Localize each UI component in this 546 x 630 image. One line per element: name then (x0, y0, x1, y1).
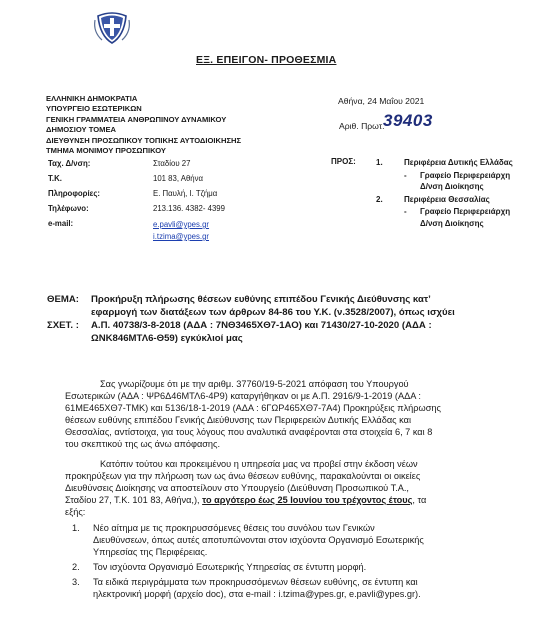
recipient-title: Περιφέρεια Δυτικής Ελλάδας (404, 158, 513, 167)
subject-line: εφαρμογή των διατάξεων των άρθρων 84-86 του Υ.Κ. (ν.3528/2007), όπως ισχύει (91, 307, 455, 318)
protocol-number-handwritten: 39403 (383, 111, 433, 130)
list-number: 3. (72, 577, 80, 587)
paragraph-line: Θεσσαλίας, αντίστοιχα, για τους λόγους που αναλυτικά αναφέρονται στα στοιχεία 6, 7 και 8 (65, 427, 433, 437)
info-label: Πληροφορίες: (48, 189, 100, 198)
email-label: e-mail: (48, 219, 74, 228)
organization-block (46, 94, 241, 156)
subject-line: Προκήρυξη πλήρωσης θέσεων ευθύνης επιπέδου Γενικής Διεύθυνσης κατ’ (91, 294, 431, 305)
paragraph-text: Σταδίου 27, Τ.Κ. 101 83, Αθήνα,), (65, 495, 200, 505)
paragraph-line: του σκεπτικού της ως άνω απόφασης. (65, 439, 221, 449)
paragraph-line: Εσωτερικών (ΑΔΑ : ΨΡ6Δ46ΜΤΛ6-4Ρ9) καταργήθηκαν οι με Α.Π. 2916/9-1-2019 (ΑΔΑ : (65, 391, 421, 401)
postcode-value: 101 83, Αθήνα (153, 174, 204, 183)
protocol-label: Αριθ. Πρωτ. (339, 121, 385, 131)
phone-value: 213.136. 4382- 4399 (153, 204, 225, 213)
recipient-sub: Γραφείο Περιφερειάρχη (420, 207, 511, 216)
paragraph-line: προκηρύξεων για την πλήρωση των ως άνω θέσεων ευθύνης, παρακαλούνται οι οικείες (65, 471, 421, 481)
paragraph-text: , τα (412, 495, 427, 505)
list-item-line: Τα ειδικά περιγράμματα των προκηρυσσόμενων θέσεων ευθύνης, σε έντυπη και (93, 577, 418, 587)
org-line: ΓΕΝΙΚΗ ΓΡΑΜΜΑΤΕΙΑ ΑΝΘΡΩΠΙΝΟΥ ΔΥΝΑΜΙΚΟΥ (46, 114, 227, 124)
address-label: Ταχ. Δ/νση: (48, 159, 91, 168)
email-link-tzima[interactable]: i.tzima@ypes.gr (153, 232, 210, 241)
paragraph-line: Σας γνωρίζουμε ότι με την αριθμ. 37760/19-5-2021 απόφαση του Υπουργού (100, 379, 409, 389)
address-value: Σταδίου 27 (153, 159, 191, 168)
list-item-line: Νέο αίτημα με τις προκηρυσσόμενες θέσεις του συνόλου των Γενικών (93, 523, 375, 533)
deadline-text: το αργότερο έως 25 Ιουνίου του τρέχοντος έτους (202, 495, 413, 505)
list-item-line: Τον ισχύοντα Οργανισμό Εσωτερικής Υπηρεσίας σε έντυπη μορφή. (93, 562, 367, 572)
info-value: Ε. Παυλή, Ι. Τζήμα (153, 189, 218, 198)
paragraph-line: θέσεων ευθύνης επιπέδου Γενικής Διεύθυνσης των Περιφερειών Δυτικής Ελλάδας και (65, 415, 411, 425)
reference-line: Α.Π. 40738/3-8-2018 (ΑΔΑ : 7ΝΘ3465ΧΘ7-1ΑΟ) και 71430/27-10-2020 (ΑΔΑ : (91, 320, 432, 331)
dash-marker: - (404, 207, 407, 216)
recipients-label: ΠΡΟΣ: (331, 157, 356, 166)
org-line: ΤΜΗΜΑ ΜΟΝΙΜΟΥ ΠΡΟΣΩΠΙΚΟΥ (46, 146, 166, 156)
paragraph-line: 61ΜΕ465ΧΘ7-ΤΜΚ) και 5136/18-1-2019 (ΑΔΑ : 6ΓΩΡ465ΧΘ7-7Α4) Προκηρύξεις πλήρωσης (65, 403, 441, 413)
paragraph-line (65, 494, 426, 506)
urgent-deadline-heading: ΕΞ. ΕΠΕΙΓΟΝ- ΠΡΟΘΕΣΜΙΑ (196, 54, 337, 66)
org-line: ΥΠΟΥΡΓΕΙΟ ΕΣΩΤΕΡΙΚΩΝ (46, 104, 142, 114)
postcode-label: Τ.Κ. (48, 174, 62, 183)
list-item-line: ηλεκτρονική μορφή (αρχείο doc), στα e-mail : i.tzima@ypes.gr, e.pavli@ypes.gr). (93, 589, 421, 599)
org-line: ΔΗΜΟΣΙΟΥ ΤΟΜΕΑ (46, 125, 116, 135)
phone-label: Τηλέφωνο: (48, 204, 89, 213)
paragraph-line: Διευθύνσεις Διοίκησης να αποστείλουν στο Υπουργείο (Διεύθυνση Προσωπικού Τ.Α., (65, 483, 409, 493)
list-number: 2. (72, 562, 80, 572)
recipient-number: 1. (376, 158, 383, 167)
email-link-pavli[interactable]: e.pavli@ypes.gr (153, 220, 210, 229)
list-item-line: Διευθύνσεων, όπως αυτές αποτυπώνονται στον ισχύοντα Οργανισμό Εσωτερικής (93, 535, 424, 545)
greek-coat-of-arms-emblem (92, 6, 132, 46)
reference-label: ΣΧΕΤ. : (47, 320, 79, 331)
reference-line: ΩΝΚ846ΜΤΛ6-Θ59) εγκύκλιοί μας (91, 333, 243, 344)
document-date: Αθήνα, 24 Μαΐου 2021 (338, 96, 425, 106)
list-number: 1. (72, 523, 80, 533)
list-item-line: Υπηρεσίας της Περιφέρειας. (93, 547, 208, 557)
org-line: ΕΛΛΗΝΙΚΗ ΔΗΜΟΚΡΑΤΙΑ (46, 94, 138, 103)
org-line: ΔΙΕΥΘΥΝΣΗ ΠΡΟΣΩΠΙΚΟΥ ΤΟΠΙΚΗΣ ΑΥΤΟΔΙΟΙΚΗΣΗΣ (46, 135, 242, 145)
recipient-sub: Δ/νση Διοίκησης (420, 219, 484, 228)
paragraph-line: Κατόπιν τούτου και προκειμένου η υπηρεσία μας να προβεί στην έκδοση νέων (100, 459, 418, 469)
recipient-number: 2. (376, 195, 383, 204)
dash-marker: - (404, 171, 407, 180)
recipient-sub: Γραφείο Περιφερειάρχη (420, 171, 511, 180)
recipient-title: Περιφέρεια Θεσσαλίας (404, 195, 490, 204)
recipient-sub: Δ/νση Διοίκησης (420, 182, 484, 191)
paragraph-line: εξής: (65, 507, 86, 517)
subject-label: ΘΕΜΑ: (47, 294, 79, 305)
